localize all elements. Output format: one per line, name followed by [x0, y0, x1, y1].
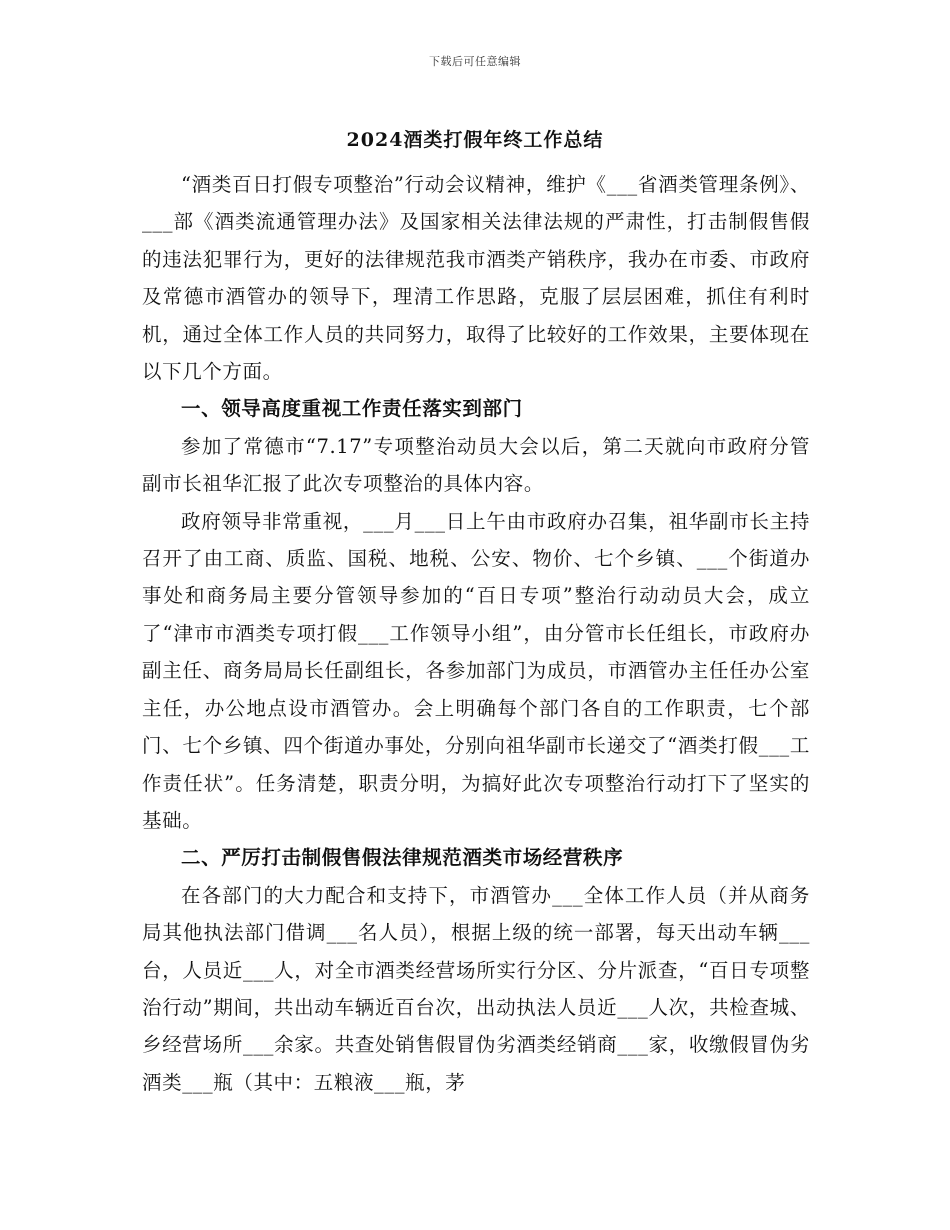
header-note: 下载后可任意编辑 [429, 55, 521, 68]
section-heading-1: 一、领导高度重视工作责任落实到部门 [181, 397, 523, 421]
paragraph-section1-a: 参加了常德市“7.17”专项整治动员大会以后，第二天就向市政府分管副市长祖华汇报了此次专项整治的具体内容。 [142, 434, 810, 496]
document-title: 2024酒类打假年终工作总结 [346, 129, 604, 151]
section-heading-2: 二、严厉打击制假售假法律规范酒类市场经营秩序 [181, 846, 624, 870]
paragraph-section2-a: 在各部门的大力配合和支持下，市酒管办___全体工作人员（并从商务局其他执法部门借调___名人员），根据上级的统一部署，每天出动车辆___台，人员近___人，对全市酒类经营场所实行分区、分片派查，“百日专项整治行动”期间，共出动车辆近百台次，出动执法人员近___人次，共检查城、乡经营场所___余家。共查处销售假冒伪劣酒类经销商___家，收缴假冒伪劣酒类___瓶（其中：五粮液___瓶，茅 [142, 883, 810, 1094]
paragraph-section1-b: 政府领导非常重视，___月___日上午由市政府办召集，祖华副市长主持召开了由工商、质监、国税、地税、公安、物价、七个乡镇、___个街道办事处和商务局主要分管领导参加的“百日专项”整治行动动员大会，成立了“津市市酒类专项打假___工作领导小组”，由分管市长任组长，市政府办副主任、商务局局长任副组长，各参加部门为成员，市酒管办主任任办公室主任，办公地点设市酒管办。会上明确每个部门各自的工作职责，七个部门、七个乡镇、四个街道办事处，分别向祖华副市长递交了“酒类打假___工作责任状”。任务清楚，职责分明，为搞好此次专项整治行动打下了坚实的基础。 [142, 509, 810, 832]
paragraph-intro: “酒类百日打假专项整治”行动会议精神，维护《___省酒类管理条例》、___部《酒类流通管理办法》及国家相关法律法规的严肃性，打击制假售假的违法犯罪行为，更好的法律规范我市酒类产销秩序，我办在市委、市政府及常德市酒管办的领导下，理清工作思路，克服了层层困难，抓住有利时机，通过全体工作人员的共同努力，取得了比较好的工作效果，主要体现在以下几个方面。 [142, 173, 810, 384]
document-body [142, 166, 810, 1101]
